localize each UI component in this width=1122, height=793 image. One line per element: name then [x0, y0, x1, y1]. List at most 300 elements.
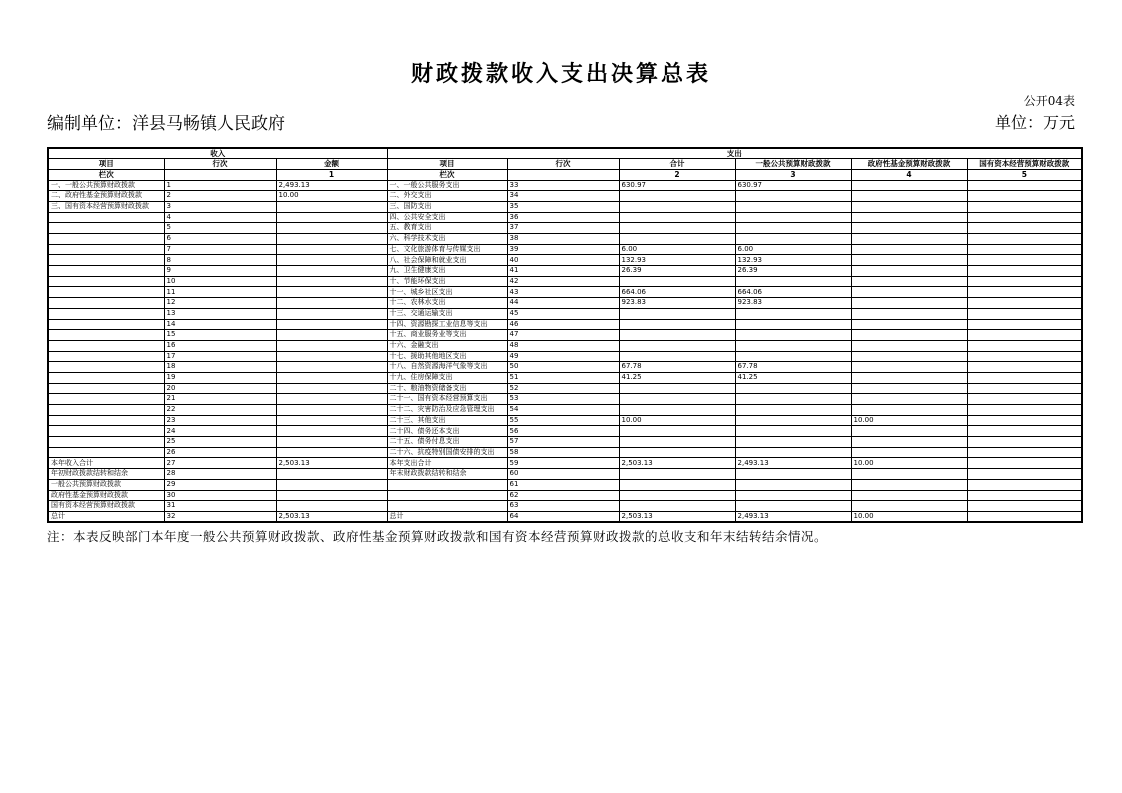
- income-rowno-cell: 13: [164, 308, 276, 319]
- income-item-cell: 年初财政拨款结转和结余: [48, 469, 164, 480]
- expense-rowno-cell: 50: [507, 362, 619, 373]
- lane-number: 4: [851, 169, 967, 180]
- income-rowno-cell: 30: [164, 490, 276, 501]
- expense-general-cell: [735, 479, 851, 490]
- expense-rowno-cell: 48: [507, 340, 619, 351]
- table-row: [48, 330, 1082, 341]
- expense-rowno-cell: 63: [507, 501, 619, 512]
- expense-capital-cell: [967, 501, 1082, 512]
- expense-item-cell: 十五、商业服务业等支出: [387, 330, 507, 341]
- lane-blank: [164, 169, 276, 180]
- table-header: [48, 148, 1082, 180]
- income-rowno-cell: 4: [164, 212, 276, 223]
- expense-fund-cell: [851, 340, 967, 351]
- expense-fund-cell: [851, 191, 967, 202]
- expense-capital-cell: [967, 490, 1082, 501]
- expense-fund-cell: [851, 469, 967, 480]
- expense-capital-cell: [967, 308, 1082, 319]
- expense-item-cell: 十三、交通运输支出: [387, 308, 507, 319]
- expense-fund-cell: [851, 372, 967, 383]
- income-rowno-cell: 21: [164, 394, 276, 405]
- table-row: [48, 372, 1082, 383]
- expense-rowno-cell: 37: [507, 223, 619, 234]
- income-amount-cell: [276, 479, 387, 490]
- expense-rowno-cell: 59: [507, 458, 619, 469]
- expense-item-cell: 六、科学技术支出: [387, 234, 507, 245]
- expense-fund-cell: 10.00: [851, 415, 967, 426]
- income-item-cell: [48, 330, 164, 341]
- expense-item-cell: [387, 479, 507, 490]
- table-row: [48, 426, 1082, 437]
- expense-general-cell: [735, 394, 851, 405]
- currency-unit-label: 单位：万元: [994, 113, 1075, 132]
- expense-capital-cell: [967, 298, 1082, 309]
- income-item-cell: [48, 415, 164, 426]
- income-item-cell: 三、国有资本经营预算财政拨款: [48, 201, 164, 212]
- income-rowno-cell: 6: [164, 234, 276, 245]
- expense-fund-cell: [851, 180, 967, 191]
- expense-fund-cell: [851, 201, 967, 212]
- expense-capital-cell: [967, 330, 1082, 341]
- table-row: [48, 287, 1082, 298]
- income-item-cell: [48, 234, 164, 245]
- expense-total-cell: 630.97: [619, 180, 735, 191]
- expense-general-cell: 132.93: [735, 255, 851, 266]
- income-amount-cell: 2,493.13: [276, 180, 387, 191]
- expense-rowno-cell: 58: [507, 447, 619, 458]
- expense-total-cell: 67.78: [619, 362, 735, 373]
- table-row: [48, 340, 1082, 351]
- income-amount-cell: [276, 362, 387, 373]
- income-item-cell: [48, 394, 164, 405]
- expense-fund-cell: [851, 276, 967, 287]
- expense-total-cell: [619, 405, 735, 416]
- col-header-general-budget: 一般公共预算财政拨款: [735, 159, 851, 170]
- col-header-rowno: 行次: [507, 159, 619, 170]
- table-row: [48, 383, 1082, 394]
- expense-fund-cell: [851, 479, 967, 490]
- expense-total-cell: [619, 223, 735, 234]
- expense-item-cell: 二十四、债务还本支出: [387, 426, 507, 437]
- income-rowno-cell: 25: [164, 437, 276, 448]
- income-rowno-cell: 9: [164, 266, 276, 277]
- expense-general-cell: [735, 383, 851, 394]
- income-rowno-cell: 28: [164, 469, 276, 480]
- expense-fund-cell: [851, 351, 967, 362]
- expense-fund-cell: [851, 383, 967, 394]
- income-item-cell: [48, 437, 164, 448]
- expense-capital-cell: [967, 447, 1082, 458]
- lane-number: 1: [276, 169, 387, 180]
- expense-total-cell: 26.39: [619, 266, 735, 277]
- expense-capital-cell: [967, 319, 1082, 330]
- expense-total-cell: [619, 469, 735, 480]
- income-item-cell: [48, 276, 164, 287]
- income-amount-cell: [276, 234, 387, 245]
- expense-item-cell: 七、文化旅游体育与传媒支出: [387, 244, 507, 255]
- expense-fund-cell: [851, 308, 967, 319]
- expense-rowno-cell: 47: [507, 330, 619, 341]
- lane-label: 栏次: [387, 169, 507, 180]
- expense-capital-cell: [967, 234, 1082, 245]
- income-item-cell: [48, 351, 164, 362]
- income-item-cell: [48, 266, 164, 277]
- expense-rowno-cell: 36: [507, 212, 619, 223]
- expense-fund-cell: [851, 234, 967, 245]
- income-rowno-cell: 2: [164, 191, 276, 202]
- col-header-rowno: 行次: [164, 159, 276, 170]
- income-rowno-cell: 15: [164, 330, 276, 341]
- compiling-unit-label: 编制单位：洋县马畅镇人民政府: [47, 114, 285, 134]
- income-amount-cell: 10.00: [276, 191, 387, 202]
- expense-fund-cell: [851, 298, 967, 309]
- income-amount-cell: [276, 201, 387, 212]
- expense-item-cell: 二十三、其他支出: [387, 415, 507, 426]
- expense-total-cell: 2,503.13: [619, 511, 735, 522]
- expense-total-cell: 132.93: [619, 255, 735, 266]
- fiscal-table: [47, 147, 1083, 523]
- expense-rowno-cell: 43: [507, 287, 619, 298]
- income-rowno-cell: 22: [164, 405, 276, 416]
- expense-section-header: 支出: [387, 148, 1082, 159]
- expense-item-cell: 本年支出合计: [387, 458, 507, 469]
- expense-rowno-cell: 45: [507, 308, 619, 319]
- expense-item-cell: [387, 490, 507, 501]
- expense-item-cell: 十七、援助其他地区支出: [387, 351, 507, 362]
- income-item-cell: [48, 383, 164, 394]
- table-row: [48, 437, 1082, 448]
- expense-rowno-cell: 44: [507, 298, 619, 309]
- income-amount-cell: [276, 394, 387, 405]
- expense-general-cell: [735, 308, 851, 319]
- expense-total-cell: [619, 426, 735, 437]
- footnote: 注：本表反映部门本年度一般公共预算财政拨款、政府性基金预算财政拨款和国有资本经营预算财政拨款的总收支和年末结转结余情况。: [47, 529, 828, 544]
- expense-total-cell: [619, 308, 735, 319]
- income-rowno-cell: 23: [164, 415, 276, 426]
- expense-rowno-cell: 53: [507, 394, 619, 405]
- expense-fund-cell: [851, 501, 967, 512]
- expense-fund-cell: [851, 255, 967, 266]
- expense-rowno-cell: 46: [507, 319, 619, 330]
- expense-capital-cell: [967, 244, 1082, 255]
- lane-number-row: [48, 169, 1082, 180]
- expense-item-cell: [387, 501, 507, 512]
- income-amount-cell: [276, 276, 387, 287]
- income-item-cell: [48, 223, 164, 234]
- income-rowno-cell: 19: [164, 372, 276, 383]
- expense-general-cell: [735, 340, 851, 351]
- expense-general-cell: [735, 415, 851, 426]
- income-item-cell: 总计: [48, 511, 164, 522]
- expense-fund-cell: 10.00: [851, 458, 967, 469]
- table-row: [48, 191, 1082, 202]
- col-header-fund-budget: 政府性基金预算财政拨款: [851, 159, 967, 170]
- income-amount-cell: [276, 298, 387, 309]
- expense-fund-cell: [851, 426, 967, 437]
- income-item-cell: [48, 362, 164, 373]
- expense-rowno-cell: 39: [507, 244, 619, 255]
- income-rowno-cell: 1: [164, 180, 276, 191]
- lane-number: 3: [735, 169, 851, 180]
- expense-total-cell: [619, 501, 735, 512]
- form-number-label: 公开04表: [1023, 94, 1075, 108]
- income-amount-cell: [276, 415, 387, 426]
- expense-general-cell: 26.39: [735, 266, 851, 277]
- expense-capital-cell: [967, 362, 1082, 373]
- expense-rowno-cell: 60: [507, 469, 619, 480]
- income-rowno-cell: 31: [164, 501, 276, 512]
- expense-capital-cell: [967, 212, 1082, 223]
- table-row: [48, 234, 1082, 245]
- expense-capital-cell: [967, 394, 1082, 405]
- expense-rowno-cell: 34: [507, 191, 619, 202]
- expense-capital-cell: [967, 223, 1082, 234]
- expense-rowno-cell: 41: [507, 266, 619, 277]
- expense-general-cell: [735, 490, 851, 501]
- expense-item-cell: 十九、住房保障支出: [387, 372, 507, 383]
- income-rowno-cell: 14: [164, 319, 276, 330]
- expense-general-cell: 923.83: [735, 298, 851, 309]
- expense-rowno-cell: 40: [507, 255, 619, 266]
- col-header-capital-budget: 国有资本经营预算财政拨款: [967, 159, 1082, 170]
- expense-general-cell: [735, 319, 851, 330]
- expense-item-cell: 一、一般公共服务支出: [387, 180, 507, 191]
- table-row: [48, 223, 1082, 234]
- table-row: [48, 319, 1082, 330]
- income-rowno-cell: 27: [164, 458, 276, 469]
- expense-fund-cell: [851, 447, 967, 458]
- expense-fund-cell: [851, 266, 967, 277]
- expense-item-cell: 年末财政拨款结转和结余: [387, 469, 507, 480]
- income-rowno-cell: 16: [164, 340, 276, 351]
- expense-capital-cell: [967, 276, 1082, 287]
- expense-capital-cell: [967, 340, 1082, 351]
- income-amount-cell: [276, 351, 387, 362]
- expense-rowno-cell: 61: [507, 479, 619, 490]
- income-rowno-cell: 5: [164, 223, 276, 234]
- expense-capital-cell: [967, 201, 1082, 212]
- expense-total-cell: [619, 330, 735, 341]
- table-row: [48, 490, 1082, 501]
- expense-rowno-cell: 42: [507, 276, 619, 287]
- expense-item-cell: 十二、农林水支出: [387, 298, 507, 309]
- income-amount-cell: [276, 319, 387, 330]
- expense-rowno-cell: 57: [507, 437, 619, 448]
- col-header-item: 项目: [48, 159, 164, 170]
- table-row: [48, 447, 1082, 458]
- income-amount-cell: [276, 372, 387, 383]
- income-amount-cell: [276, 255, 387, 266]
- expense-fund-cell: [851, 287, 967, 298]
- expense-item-cell: 十四、资源勘探工业信息等支出: [387, 319, 507, 330]
- page-title: 财政拨款收入支出决算总表: [410, 62, 711, 87]
- expense-fund-cell: [851, 223, 967, 234]
- col-header-amount: 金额: [276, 159, 387, 170]
- expense-general-cell: [735, 426, 851, 437]
- table-row: [48, 201, 1082, 212]
- expense-item-cell: 九、卫生健康支出: [387, 266, 507, 277]
- expense-capital-cell: [967, 415, 1082, 426]
- expense-general-cell: 2,493.13: [735, 458, 851, 469]
- expense-total-cell: [619, 437, 735, 448]
- income-item-cell: [48, 426, 164, 437]
- income-rowno-cell: 17: [164, 351, 276, 362]
- income-amount-cell: [276, 437, 387, 448]
- expense-capital-cell: [967, 287, 1082, 298]
- table-row: [48, 458, 1082, 469]
- income-item-cell: [48, 319, 164, 330]
- expense-total-cell: [619, 394, 735, 405]
- income-amount-cell: [276, 287, 387, 298]
- income-rowno-cell: 12: [164, 298, 276, 309]
- expense-fund-cell: 10.00: [851, 511, 967, 522]
- expense-rowno-cell: 35: [507, 201, 619, 212]
- table-row: [48, 469, 1082, 480]
- income-item-cell: [48, 255, 164, 266]
- income-rowno-cell: 20: [164, 383, 276, 394]
- expense-total-cell: [619, 383, 735, 394]
- table-row: [48, 501, 1082, 512]
- expense-capital-cell: [967, 426, 1082, 437]
- expense-total-cell: [619, 234, 735, 245]
- income-amount-cell: 2,503.13: [276, 511, 387, 522]
- income-amount-cell: [276, 244, 387, 255]
- table-row: [48, 351, 1082, 362]
- income-amount-cell: [276, 490, 387, 501]
- col-header-item: 项目: [387, 159, 507, 170]
- expense-total-cell: [619, 490, 735, 501]
- table-row: [48, 308, 1082, 319]
- expense-capital-cell: [967, 372, 1082, 383]
- expense-rowno-cell: 56: [507, 426, 619, 437]
- income-section-header: 收入: [48, 148, 387, 159]
- income-item-cell: [48, 340, 164, 351]
- expense-fund-cell: [851, 437, 967, 448]
- expense-item-cell: 八、社会保障和就业支出: [387, 255, 507, 266]
- expense-item-cell: 四、公共安全支出: [387, 212, 507, 223]
- expense-general-cell: [735, 212, 851, 223]
- income-rowno-cell: 11: [164, 287, 276, 298]
- section-header-row: [48, 148, 1082, 159]
- expense-fund-cell: [851, 330, 967, 341]
- income-item-cell: 一般公共预算财政拨款: [48, 479, 164, 490]
- table-row: [48, 180, 1082, 191]
- income-item-cell: 一、一般公共预算财政拨款: [48, 180, 164, 191]
- expense-total-cell: [619, 351, 735, 362]
- expense-item-cell: 二、外交支出: [387, 191, 507, 202]
- expense-item-cell: 十一、城乡社区支出: [387, 287, 507, 298]
- expense-total-cell: [619, 340, 735, 351]
- expense-item-cell: 十、节能环保支出: [387, 276, 507, 287]
- income-rowno-cell: 18: [164, 362, 276, 373]
- lane-number: 5: [967, 169, 1082, 180]
- expense-item-cell: 五、教育支出: [387, 223, 507, 234]
- expense-item-cell: 三、国防支出: [387, 201, 507, 212]
- expense-capital-cell: [967, 266, 1082, 277]
- expense-general-cell: 2,493.13: [735, 511, 851, 522]
- expense-total-cell: [619, 276, 735, 287]
- expense-capital-cell: [967, 383, 1082, 394]
- lane-blank: [507, 169, 619, 180]
- expense-item-cell: 二十、粮油物资储备支出: [387, 383, 507, 394]
- col-header-total: 合计: [619, 159, 735, 170]
- expense-rowno-cell: 62: [507, 490, 619, 501]
- income-rowno-cell: 7: [164, 244, 276, 255]
- table-row: [48, 362, 1082, 373]
- expense-item-cell: 十八、自然资源海洋气象等支出: [387, 362, 507, 373]
- table-row: [48, 415, 1082, 426]
- income-amount-cell: [276, 383, 387, 394]
- expense-total-cell: [619, 447, 735, 458]
- expense-total-cell: 6.00: [619, 244, 735, 255]
- income-item-cell: [48, 212, 164, 223]
- table-row: [48, 479, 1082, 490]
- table-row: [48, 394, 1082, 405]
- income-item-cell: [48, 308, 164, 319]
- income-amount-cell: [276, 223, 387, 234]
- expense-fund-cell: [851, 405, 967, 416]
- expense-general-cell: 664.06: [735, 287, 851, 298]
- expense-item-cell: 二十六、抗疫特别国债安排的支出: [387, 447, 507, 458]
- expense-item-cell: 总计: [387, 511, 507, 522]
- expense-rowno-cell: 38: [507, 234, 619, 245]
- expense-general-cell: [735, 330, 851, 341]
- table-row: [48, 511, 1082, 522]
- table-row: [48, 298, 1082, 309]
- income-item-cell: [48, 447, 164, 458]
- table-row: [48, 405, 1082, 416]
- expense-fund-cell: [851, 490, 967, 501]
- income-item-cell: [48, 244, 164, 255]
- expense-fund-cell: [851, 244, 967, 255]
- expense-rowno-cell: 55: [507, 415, 619, 426]
- income-amount-cell: [276, 330, 387, 341]
- expense-rowno-cell: 52: [507, 383, 619, 394]
- expense-total-cell: [619, 212, 735, 223]
- expense-general-cell: [735, 276, 851, 287]
- expense-general-cell: [735, 437, 851, 448]
- expense-total-cell: [619, 191, 735, 202]
- expense-general-cell: [735, 405, 851, 416]
- expense-total-cell: 664.06: [619, 287, 735, 298]
- income-amount-cell: [276, 266, 387, 277]
- expense-capital-cell: [967, 191, 1082, 202]
- expense-rowno-cell: 54: [507, 405, 619, 416]
- expense-general-cell: 41.25: [735, 372, 851, 383]
- income-rowno-cell: 3: [164, 201, 276, 212]
- income-amount-cell: [276, 469, 387, 480]
- income-amount-cell: [276, 405, 387, 416]
- column-header-row: [48, 159, 1082, 170]
- income-item-cell: 政府性基金预算财政拨款: [48, 490, 164, 501]
- income-amount-cell: [276, 212, 387, 223]
- expense-total-cell: 41.25: [619, 372, 735, 383]
- income-item-cell: 二、政府性基金预算财政拨款: [48, 191, 164, 202]
- income-rowno-cell: 26: [164, 447, 276, 458]
- table-row: [48, 255, 1082, 266]
- table-row: [48, 276, 1082, 287]
- expense-item-cell: 二十一、国有资本经营预算支出: [387, 394, 507, 405]
- expense-general-cell: [735, 501, 851, 512]
- expense-total-cell: [619, 319, 735, 330]
- expense-capital-cell: [967, 437, 1082, 448]
- expense-item-cell: 二十五、债务付息支出: [387, 437, 507, 448]
- expense-rowno-cell: 64: [507, 511, 619, 522]
- expense-capital-cell: [967, 511, 1082, 522]
- income-amount-cell: [276, 340, 387, 351]
- expense-fund-cell: [851, 212, 967, 223]
- income-amount-cell: [276, 501, 387, 512]
